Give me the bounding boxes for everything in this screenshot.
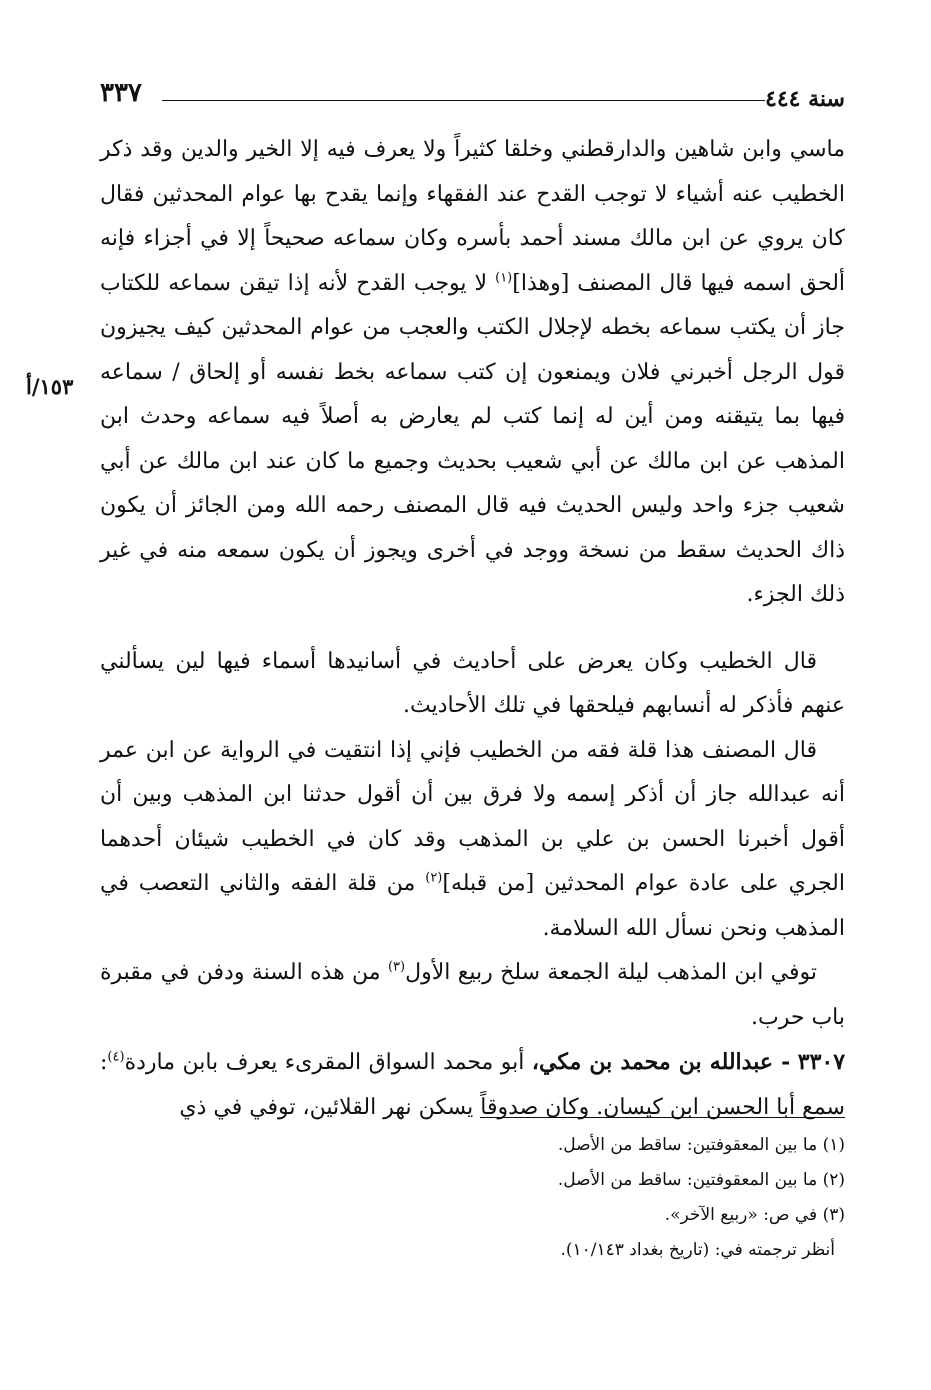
- footnote-ref-3-number: ٣: [393, 959, 401, 975]
- footnote-ref-1: (١): [495, 270, 513, 286]
- footnote-ref-4: (٤): [107, 1049, 125, 1065]
- paragraph-1-text-a: ماسي وابن شاهين والدارقطني وخلقا كثيراً ولا يعرف فيه إلا الخير والدين وقد ذكر الخطيب عنه أشياء لا توجب القدح عند الفقهاء وإنما يقدح بها عوام المحدثين فقال كان يروي عن ابن مالك مسند أحمد بأسره وكان سماعه صحيحاً إلا في أجزاء فإنه ألحق اسمه فيها قال المصنف [وهذا]: [100, 137, 846, 296]
- footnote-1: (١) ما بين المعقوفتين: ساقط من الأصل.: [557, 1135, 845, 1155]
- entry-name: - عبدالله بن محمد بن مكي،: [531, 1049, 791, 1075]
- footnote-rule: [480, 1117, 845, 1118]
- margin-folio-note: ١٥٣/أ: [26, 374, 74, 399]
- entry-text-a: أبو محمد السواق المقرىء يعرف بابن ماردة: [124, 1050, 532, 1075]
- footnote-ref-2: (٢): [425, 870, 443, 886]
- paragraph-2: قال الخطيب وكان يعرض على أحاديث في أسانيدها أسماء فيها لين يسألني عنهم فأذكر له أنسابهم فيلحقها في تلك الأحاديث.: [100, 648, 845, 718]
- paragraph-1: [100, 128, 845, 618]
- entry-text-b: : سمع أبا الحسن ابن كيسان. وكان صدوقاً يسكن نهر القلائين، توفي في ذي: [100, 1050, 845, 1120]
- main-text: [100, 128, 845, 1130]
- page-number: ٣٣٧: [100, 78, 142, 108]
- paragraph-1-text-b: لا يوجب القدح لأنه إذا تيقن سماعه للكتاب جاز أن يكتب سماعه بخطه لإجلال الكتب والعجب من عوام المحدثين كيف يجيزون قول الرجل أخبرني فلان ويمنعون إن كتب سماعه بخط نفسه أو إلحاق / سماعه فيها بما يتيقنه ومن أين له إنما كتب لم يعارض به أصلاً فيه سماعه وحدث ابن المذهب عن ابن مالك عن أبي شعيب بحديث وجميع ما كان عند ابن مالك عن أبي شعيب جزء واحد وليس الحديث فيه قال المصنف رحمه الله ومن الجائز أن يكون ذاك الحديث سقط من نسخة ووجد في أخرى ويجوز أن يكون سمعه منه في غير ذلك الجزء.: [100, 270, 845, 607]
- footnote-ref-2-number: ٢: [430, 870, 438, 886]
- footnote-ref-3: (٣): [387, 959, 406, 975]
- paragraph-3-text-a: قال المصنف هذا قلة فقه من الخطيب فإني إذا انتقيت في الرواية عن ابن عمر أنه عبدالله جاز أن أذكر إسمه ولا فرق بين أن أقول حدثنا ابن المذهب وبين أن أقول أخبرنا الحسن بن علي بن المذهب وقد كان في الخطيب شيئان أحدهما الجري على عادة عوام المحدثين [من قبله]: [100, 737, 845, 896]
- paragraph-4: [100, 951, 845, 1040]
- paragraph-4-text-a: توفي ابن المذهب ليلة الجمعة سلخ ربيع الأول: [405, 960, 818, 985]
- running-header: [100, 78, 845, 122]
- paragraph-3: [100, 729, 845, 952]
- footnote-3: (٣) في ص: «ربيع الآخر».: [664, 1205, 845, 1225]
- running-title: سنة ٤٤٤: [765, 86, 845, 112]
- footnote-4: أنظر ترجمته في: (تاريخ بغداد ١٠/١٤٣).: [560, 1240, 835, 1260]
- paragraph-4-text-b: من هذه السنة ودفن في مقبرة باب حرب.: [100, 960, 845, 1030]
- footnotes: [100, 1128, 845, 1268]
- entry-number: ٣٣٠٧: [797, 1049, 846, 1075]
- footnote-2: (٢) ما بين المعقوفتين: ساقط من الأصل.: [557, 1170, 845, 1190]
- paragraph-3-text-b: من قلة الفقه والثاني التعصب في المذهب ونحن نسأل الله السلامة.: [100, 871, 845, 941]
- footnote-ref-4-number: ٤: [112, 1049, 120, 1065]
- footnote-ref-1-number: ١: [500, 270, 508, 286]
- header-rule: [162, 100, 765, 101]
